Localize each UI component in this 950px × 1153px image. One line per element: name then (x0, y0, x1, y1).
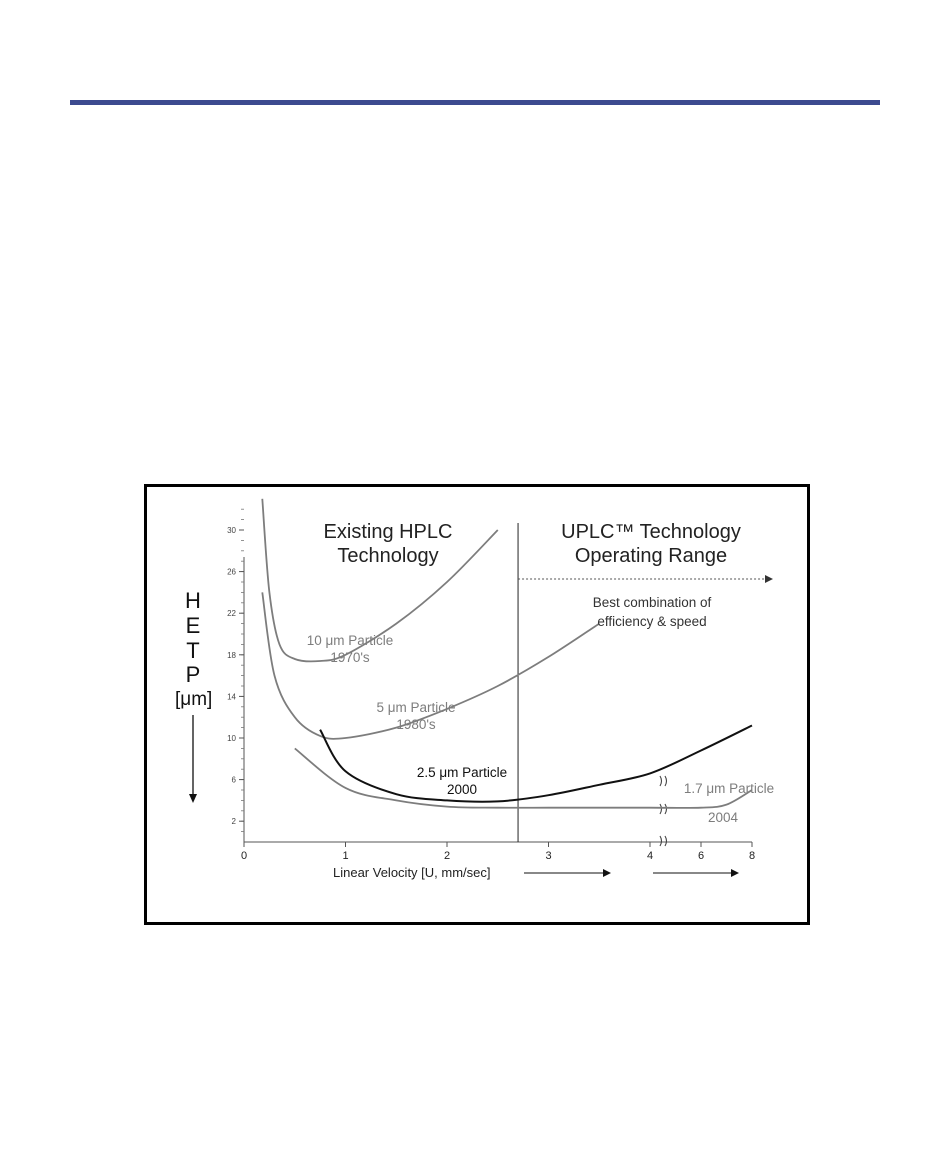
x-tick-label: 4 (646, 850, 654, 862)
y-tick-label: 6 (231, 775, 236, 785)
top-divider-rule (70, 100, 880, 105)
axis-break-mark (660, 804, 667, 814)
x-tick-label: 0 (240, 850, 248, 862)
curve-label-2-5um-line1: 2.5 μm Particle (416, 765, 508, 780)
curve-label-1-7um-line1: 1.7 μm Particle (683, 781, 775, 796)
uplc-range-arrowhead (765, 575, 773, 583)
axis-break-mark (660, 836, 667, 846)
x-axis-label: Linear Velocity [U, mm/sec] (333, 865, 491, 880)
y-axis-label-e: E (185, 613, 201, 638)
x-tick-label: 8 (748, 850, 756, 862)
y-tick-label: 2 (231, 817, 236, 827)
y-tick-label: 26 (227, 567, 236, 577)
y-axis-label-t: T (186, 638, 200, 663)
x-tick-label: 3 (545, 850, 552, 862)
y-tick-label: 14 (227, 692, 236, 702)
x-tick-label: 2 (443, 850, 451, 862)
y-axis-arrowhead (189, 794, 197, 803)
y-tick-label: 22 (227, 609, 236, 619)
curve-label-2-5um-line2: 2000 (446, 782, 478, 797)
figure-frame (144, 484, 810, 925)
y-tick-label: 18 (227, 650, 236, 660)
curve-label-1-7um-line2: 2004 (707, 810, 739, 825)
x-tick-label: 1 (342, 850, 349, 862)
x-tick-label: 6 (697, 850, 705, 862)
curve-label-5um-line1: 5 μm Particle (376, 700, 456, 715)
y-tick-label: 10 (227, 734, 236, 743)
x-axis-arrowhead (603, 869, 611, 877)
hplc-region-title: Existing HPLC Technology (323, 521, 453, 567)
uplc-region-title-line1: UPLC™ Technology (561, 521, 741, 543)
y-axis-label-p: P (185, 662, 201, 687)
uplc-region-title-line2: Operating Range (574, 545, 728, 567)
curve-label-10um-line2: 1970's (330, 650, 370, 665)
uplc-note-line2: efficiency & speed (597, 614, 707, 629)
y-axis-label-h: H (185, 588, 201, 613)
axis-break-mark (660, 776, 667, 786)
curve-label-10um-line1: 10 μm Particle (306, 633, 394, 648)
curve-label-5um-line2: 1980's (396, 717, 436, 732)
uplc-note-line1: Best combination of (592, 595, 712, 610)
y-axis-unit-label: [μm] (175, 689, 213, 710)
x-axis-arrowhead-extended (731, 869, 739, 877)
y-tick-label: 30 (227, 526, 236, 535)
